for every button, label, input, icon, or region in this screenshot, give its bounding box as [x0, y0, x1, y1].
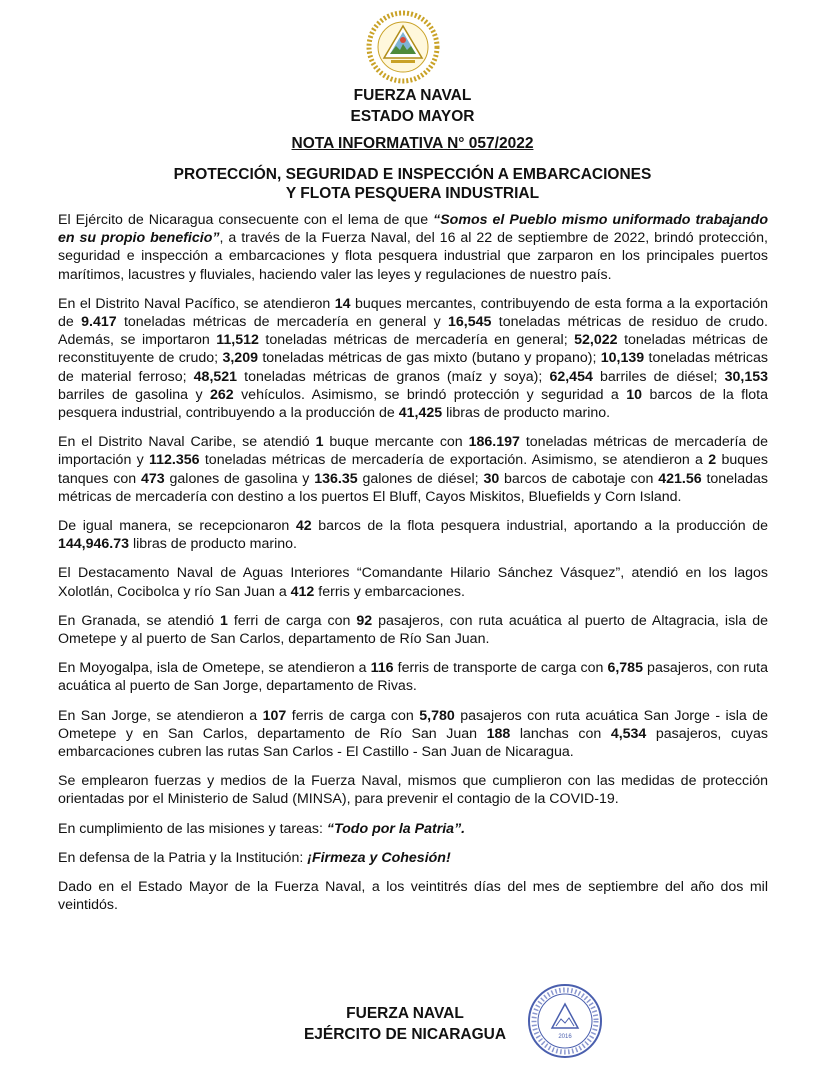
emphasis-text: 41,425 [398, 405, 443, 422]
document-body [58, 211, 768, 926]
paragraph-text: toneladas métricas de gas mixto (butano y propano); [257, 350, 601, 367]
paragraph [58, 211, 768, 284]
emphasis-text: 30,153 [724, 368, 769, 385]
emphasis-text: 92 [356, 612, 373, 629]
official-seal-icon [526, 982, 604, 1060]
paragraph [58, 564, 768, 600]
title-line-1: PROTECCIÓN, SEGURIDAD E INSPECCIÓN A EMBARCACIONES [173, 166, 652, 183]
emphasis-text: 10,139 [600, 350, 645, 367]
paragraph-text: vehículos. Asimismo, se brindó protección y seguridad a [233, 386, 627, 403]
paragraph-text: pasajeros, con ruta acuática al puerto de San Jorge, departamento de Rivas. [58, 660, 768, 695]
paragraph [58, 295, 768, 422]
paragraph-text: En San Jorge, se atendieron a [58, 707, 263, 724]
paragraph-text: libras de producto marino. [129, 536, 297, 553]
paragraph-text: El Destacamento Naval de Aguas Interiores “Comandante Hilario Sánchez Vásquez”, atendió en los lagos Xolotlán, Cocibolca y río San Juan a [58, 565, 768, 600]
emphasis-text: 4,534 [610, 725, 647, 742]
header-line-2: ESTADO MAYOR [350, 108, 475, 125]
paragraph-text: En el Distrito Naval Pacífico, se atendieron [58, 295, 335, 312]
paragraph-text: Se emplearon fuerzas y medios de la Fuerza Naval, mismos que cumplieron con las medidas de protección orientadas por el Ministerio de Salud (MINSA), para prevenir el contagio de la COVID-19. [58, 773, 768, 808]
paragraph-text: ferri de carga con [227, 612, 357, 629]
title-line-2: Y FLOTA PESQUERA INDUSTRIAL [285, 185, 540, 202]
paragraph-text: toneladas métricas de mercadería con destino a los puertos El Bluff, Cayos Miskitos, Bluefields y Corn Island. [58, 470, 768, 505]
emphasis-text: “Todo por la Patria”. [326, 820, 466, 837]
emphasis-text: 144,946.73 [58, 536, 130, 553]
paragraph-text: toneladas métricas de mercadería en general y [116, 314, 449, 331]
emphasis-text: 421.56 [658, 470, 702, 487]
paragraph-text: pasajeros, cuyas embarcaciones cubren las rutas San Carlos - El Castillo - San Juan de Nicaragua. [58, 725, 769, 761]
paragraph-text: ferris de transporte de carga con [393, 660, 608, 677]
paragraph-text: lanchas con [510, 725, 611, 742]
paragraph [58, 820, 768, 838]
paragraph [58, 433, 768, 506]
paragraph-text: toneladas métricas de mercadería de exportación. Asimismo, se atendieron a [199, 452, 709, 469]
paragraph-text: pasajeros, con ruta acuática al puerto de Altagracia, isla de Ometepe y al puerto de San Carlos, departamento de Río San Juan. [58, 612, 768, 648]
emphasis-text: 2 [708, 452, 717, 469]
paragraph-text: barcos de la flota pesquera industrial, aportando a la producción de [311, 518, 769, 535]
emphasis-text: 52,022 [574, 332, 618, 349]
paragraph-text: galones de gasolina y [164, 470, 315, 487]
paragraph [58, 612, 768, 648]
paragraph-text: Dado en el Estado Mayor de la Fuerza Naval, a los veintitrés días del mes de septiembre del año dos mil veintidós. [58, 879, 768, 914]
emphasis-text: 6,785 [607, 660, 643, 677]
emphasis-text: 116 [370, 660, 394, 677]
emphasis-text: 9.417 [81, 314, 117, 331]
paragraph [58, 878, 768, 914]
emphasis-text: ¡Firmeza y Cohesión! [307, 849, 451, 866]
emphasis-text: 262 [209, 386, 234, 403]
paragraph-text: buques mercantes, contribuyendo de esta forma a la exportación de [58, 295, 768, 331]
paragraph-text: libras de producto marino. [442, 405, 611, 422]
emphasis-text: 473 [141, 470, 165, 487]
emphasis-text: 48,521 [193, 368, 238, 385]
emphasis-text: 62,454 [549, 368, 593, 385]
emphasis-text: 14 [334, 295, 351, 312]
emphasis-text: 16,545 [448, 314, 492, 331]
paragraph-text: toneladas métricas de mercadería en general; [258, 332, 575, 349]
paragraph-text: ferris y embarcaciones. [314, 583, 465, 600]
paragraph-text: galones de diésel; [357, 470, 484, 487]
paragraph-text: barcos de la flota pesquera industrial, contribuyendo a la producción de [58, 386, 769, 422]
paragraph-text: En Granada, se atendió [58, 612, 220, 629]
paragraph-text: toneladas métricas de material ferroso; [58, 350, 768, 385]
emphasis-text: 186.197 [468, 434, 520, 451]
nicaragua-coat-of-arms-icon [366, 10, 440, 84]
emphasis-text: 107 [262, 707, 287, 724]
emphasis-text: 412 [290, 583, 315, 600]
document-title [60, 165, 765, 203]
paragraph-text: barcos de cabotaje con [499, 470, 659, 487]
paragraph-text: , a través de la Fuerza Naval, del 16 al 22 de septiembre de 2022, brindó protección, seguridad e inspección a embarcaciones y flota pesquera industrial que zarparon en los principales puertos marítimos, lacustres y fluviales, haciendo valer las leyes y regulaciones de nuestro país. [58, 230, 768, 283]
emphasis-text: 1 [315, 434, 324, 451]
paragraph-text: El Ejército de Nicaragua consecuente con el lema de que [58, 212, 434, 228]
paragraph-text: buque mercante con [323, 434, 469, 451]
paragraph-text: barriles de gasolina y [58, 386, 210, 403]
emphasis-text: 11,512 [216, 332, 259, 349]
paragraph-text: ferris de carga con [286, 707, 420, 724]
emphasis-text: 30 [483, 470, 500, 487]
note-number: NOTA INFORMATIVA N° 057/2022 [291, 135, 534, 152]
paragraph-text: En cumplimiento de las misiones y tareas: [58, 820, 327, 837]
paragraph [58, 707, 768, 762]
paragraph-text: En defensa de la Patria y la Institución: [58, 849, 308, 866]
emphasis-text: 10 [626, 386, 643, 403]
paragraph-text: toneladas métricas de granos (maíz y soya); [237, 368, 550, 385]
paragraph-text: toneladas métricas de mercadería de importación y [58, 434, 768, 469]
paragraph-text: buques tanques con [58, 452, 768, 487]
paragraph-text: De igual manera, se recepcionaron [58, 518, 296, 535]
paragraph [58, 772, 768, 808]
paragraph [58, 659, 768, 695]
paragraph-text: toneladas métricas de residuo de crudo. Además, se importaron [58, 314, 768, 349]
emphasis-text: 136.35 [314, 470, 358, 487]
paragraph-text: En el Distrito Naval Caribe, se atendió [58, 434, 316, 451]
emphasis-text: 3,209 [222, 350, 258, 367]
footer-line-2: EJÉRCITO DE NICARAGUA [303, 1026, 507, 1043]
emphasis-text: 5,780 [419, 707, 455, 724]
paragraph-text: toneladas métricas de reconstituyente de crudo; [58, 332, 768, 367]
paragraph [58, 849, 768, 867]
paragraph [58, 517, 768, 553]
paragraph-text: pasajeros con ruta acuática San Jorge - isla de Ometepe y en San Carlos, departamento de Río San Juan [58, 707, 769, 742]
footer-line-1: FUERZA NAVAL [346, 1005, 464, 1022]
emphasis-text: 42 [295, 518, 312, 535]
emphasis-text: “Somos el Pueblo mismo uniformado trabajando en su propio beneficio” [58, 212, 768, 247]
seal-year: 2016 [558, 1034, 572, 1040]
emphasis-text: 112.356 [149, 452, 200, 469]
emphasis-text: 1 [219, 612, 228, 629]
paragraph-text: barriles de diésel; [592, 368, 725, 385]
header-line-1: FUERZA NAVAL [353, 87, 472, 104]
paragraph-text: En Moyogalpa, isla de Ometepe, se atendieron a [58, 660, 371, 677]
emphasis-text: 188 [486, 725, 511, 742]
